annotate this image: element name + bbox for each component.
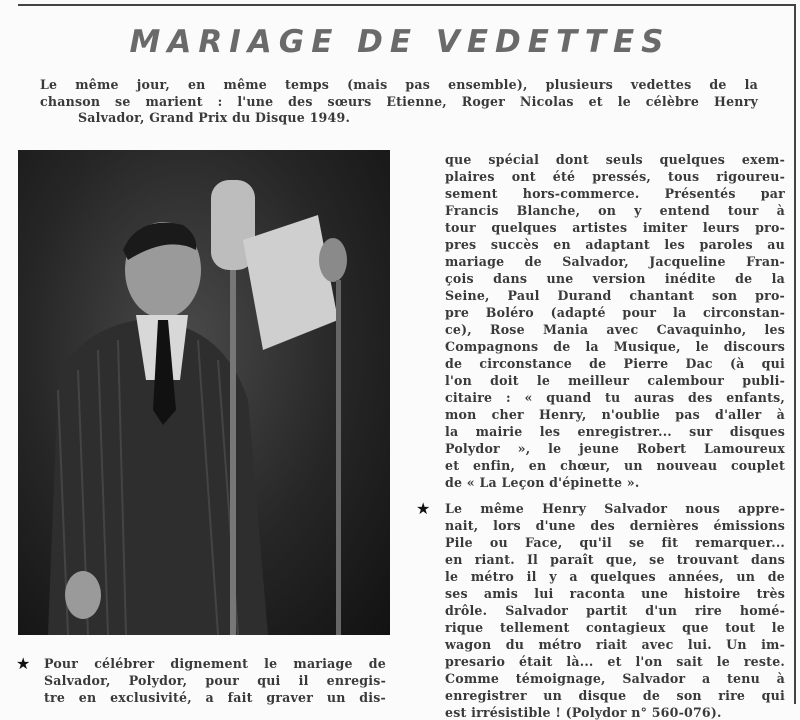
text-line: nait, lors d'une des dernières émissions <box>445 518 785 533</box>
intro-line: Salvador, Grand Prix du Disque 1949. <box>78 110 351 125</box>
text-line: le métro il y a quelques années, un de <box>445 569 785 584</box>
text-line: pres succès en adaptant les paroles au <box>445 237 785 252</box>
text-line: çois dans une version inédite de la <box>445 271 785 286</box>
star-bullet-icon: ★ <box>16 654 31 673</box>
photo-singer-at-microphone <box>18 150 390 635</box>
intro-line: Le même jour, en même temps (mais pas ensemble), plusieurs vedettes de la <box>40 77 758 92</box>
text-line: pre Boléro (adapté pour la circonstan- <box>445 305 785 320</box>
text-line: Le même Henry Salvador nous appre- <box>445 501 785 516</box>
text-line: est irrésistible ! (Polydor n° 560-076). <box>445 705 722 720</box>
text-line: Francis Blanche, on y entend tour à <box>445 203 785 218</box>
text-line: Seine, Paul Durand chantant son pro- <box>445 288 785 303</box>
text-line: mariage de Salvador, Jacqueline Fran- <box>445 254 785 269</box>
photo-illustration <box>18 150 390 635</box>
text-line: de circonstance de Pierre Dac (à qui <box>445 356 785 371</box>
text-line: sement hors-commerce. Présentés par <box>445 186 785 201</box>
text-line: Comme témoignage, Salvador a tenu à <box>445 671 785 686</box>
frame-rule-right <box>794 4 796 704</box>
text-line: de « La Leçon d'épinette ». <box>445 475 640 490</box>
text-line: Polydor », le jeune Robert Lamoureux <box>445 441 785 456</box>
text-line: Pile ou Face, qu'il se fit remarquer... <box>445 535 785 550</box>
text-line: enregistrer un disque de son rire qui <box>445 688 785 703</box>
text-line: en riant. Il paraît que, se trouvant dans <box>445 552 785 567</box>
caption-line: tre en exclusivité, a fait graver un dis- <box>44 690 386 705</box>
text-line: presario était là... et l'on sait le reste. <box>445 654 785 669</box>
caption-line: Pour célébrer dignement le mariage de <box>44 656 386 671</box>
text-line: que spécial dont seuls quelques exem- <box>445 152 785 167</box>
text-line: et enfin, en chœur, un nouveau couplet <box>445 458 785 473</box>
text-line: tour quelques artistes imiter leurs pro- <box>445 220 785 235</box>
text-line: la mairie les enregistrer... sur disques <box>445 424 785 439</box>
star-bullet-icon: ★ <box>416 499 431 518</box>
text-line: wagon du métro riait avec lui. Un im- <box>445 637 785 652</box>
text-line: drôle. Salvador partit d'un rire homé- <box>445 603 785 618</box>
frame-rule-top <box>18 4 796 6</box>
text-line: plaires ont été pressés, tous rigoureu- <box>445 169 785 184</box>
text-line: ses amis lui raconta une histoire très <box>445 586 785 601</box>
article-title: MARIAGE DE VEDETTES <box>129 24 671 60</box>
text-line: ce), Rose Mania avec Cavaquinho, les <box>445 322 785 337</box>
text-line: mon cher Henry, n'oublie pas d'aller à <box>445 407 785 422</box>
text-line: rique tellement contagieux que tout le <box>445 620 785 635</box>
caption-line: Salvador, Polydor, pour qui il enregis- <box>44 673 386 688</box>
intro-line: chanson se marient : l'une des sœurs Etienne, Roger Nicolas et le célèbre Henry <box>40 94 758 109</box>
text-line: Compagnons de la Musique, le discours <box>445 339 785 354</box>
text-line: l'on doit le meilleur calembour publi- <box>445 373 785 388</box>
text-line: citaire : « quand tu auras des enfants, <box>445 390 785 405</box>
